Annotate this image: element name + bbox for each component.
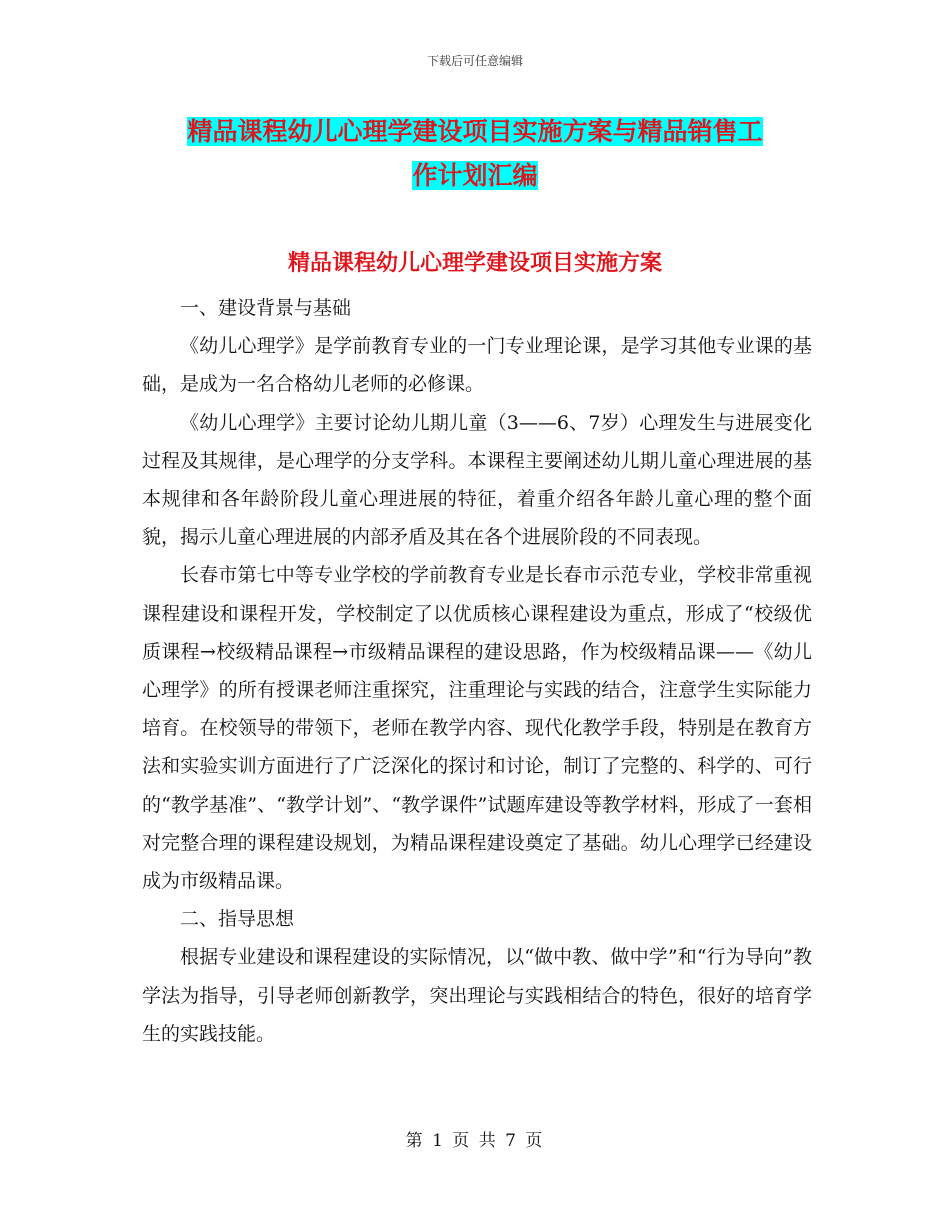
paragraph: 根据专业建设和课程建设的实际情况，以“做中教、做中学”和“行为导向”教学法为指导，引导老师创新教学，突出理论与实践相结合的特色，很好的培育学生的实践技能。: [142, 946, 812, 1045]
document-title: [0, 110, 950, 198]
title-line-2: 作计划汇编: [412, 161, 538, 190]
title-line-1: 精品课程幼儿心理学建设项目实施方案与精品销售工: [187, 117, 763, 146]
paragraph: 《幼儿心理学》是学前教育专业的一门专业理论课，是学习其他专业课的基础，是成为一名合格幼儿老师的必修课。: [142, 335, 812, 396]
header-note: 下载后可任意编辑: [426, 54, 523, 68]
section-title: 精品课程幼儿心理学建设项目实施方案: [287, 251, 662, 276]
page-number: 第 1 页 共 7 页: [405, 1131, 545, 1151]
heading-guiding-ideology: 二、指导思想: [180, 908, 295, 931]
paragraph: 《幼儿心理学》主要讨论幼儿期儿童（3——6、7岁）心理发生与进展变化过程及其规律，是心理学的分支学科。本课程主要阐述幼儿期儿童心理进展的基本规律和各年龄阶段儿童心理进展的特征，着重介绍各年龄儿童心理的整个面貌，揭示儿童心理进展的内部矛盾及其在各个进展阶段的不同表现。: [142, 411, 812, 549]
body-text: [142, 289, 812, 1053]
paragraph: 长春市第七中等专业学校的学前教育专业是长春市示范专业，学校非常重视课程建设和课程开发，学校制定了以优质核心课程建设为重点，形成了“校级优质课程→校级精品课程→市级精品课程的建设思路，作为校级精品课——《幼儿心理学》的所有授课老师注重探究，注重理论与实践的结合，注意学生实际能力培育。在校领导的带领下，老师在教学内容、现代化教学手段，特别是在教育方法和实验实训方面进行了广泛深化的探讨和讨论，制订了完整的、科学的、可行的“教学基准”、“教学计划”、“教学课件”试题库建设等教学材料，形成了一套相对完整合理的课程建设规划，为精品课程建设奠定了基础。幼儿心理学已经建设成为市级精品课。: [142, 564, 812, 893]
heading-background: 一、建设背景与基础: [180, 297, 352, 319]
